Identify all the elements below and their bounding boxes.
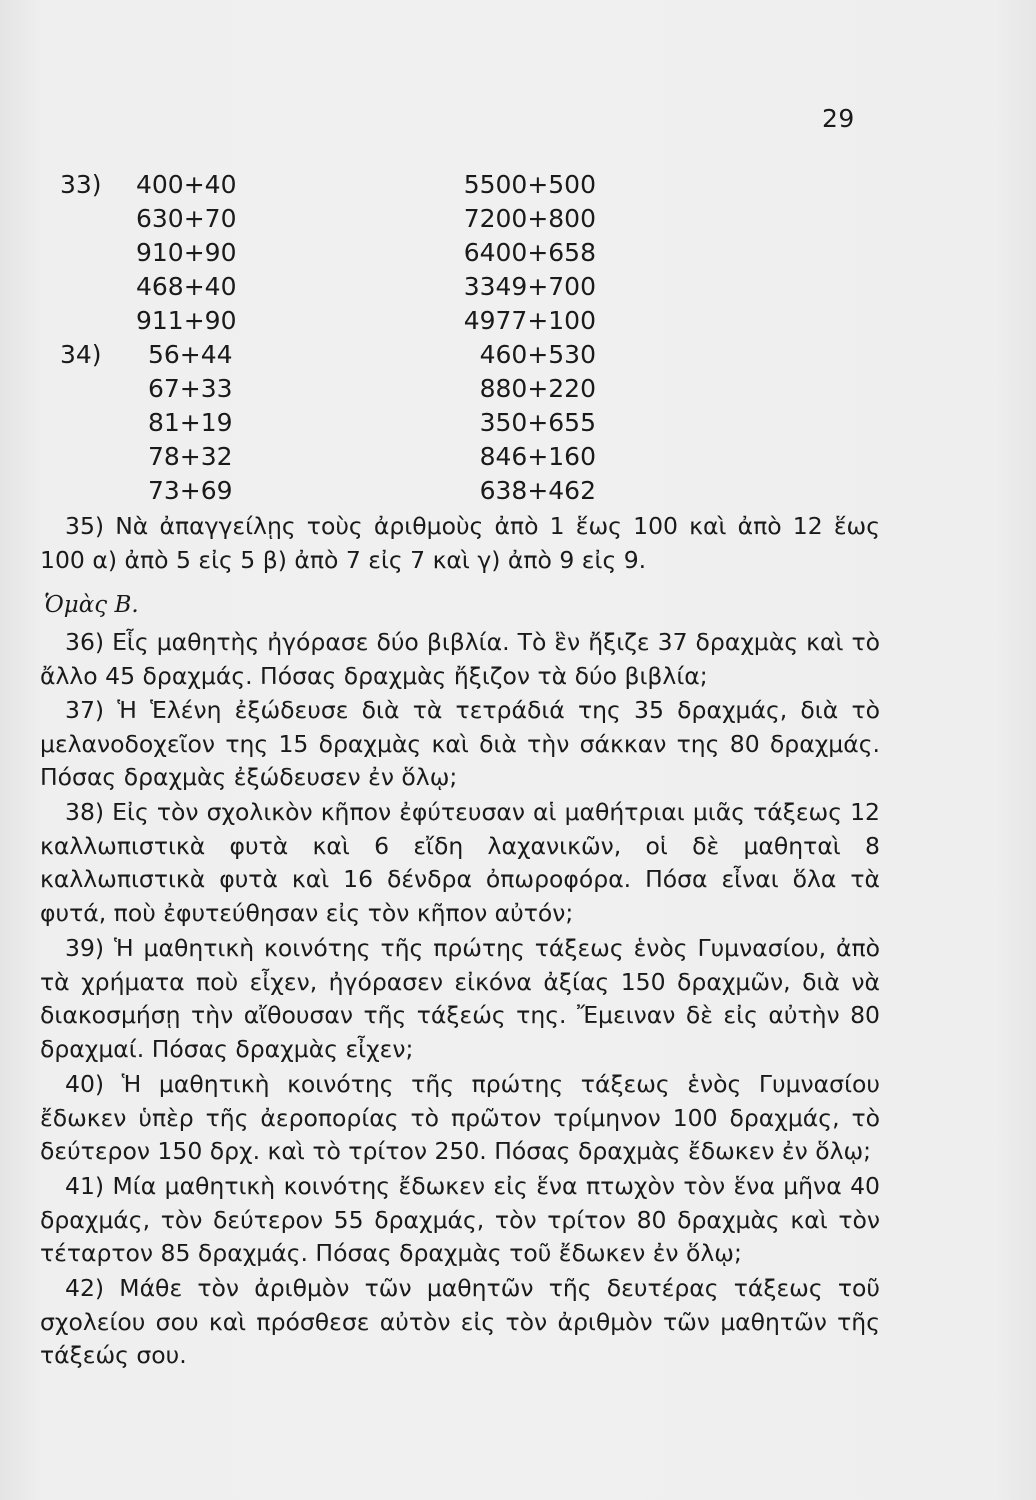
ex34-right-sum: 460+530 bbox=[479, 340, 596, 369]
page-number: 29 bbox=[822, 104, 855, 133]
exercise-41: 41) Μία μαθητικὴ κοινότης ἔδωκεν εἰς ἕνα πτωχὸν τὸν ἕνα μῆνα 40 δραχμάς, τὸν δεύτερον 55 δραχμάς, τὸν τρίτον 80 δραχμὰς καὶ τὸν τέταρτον 85 δραχμάς. Πόσας δραχμὰς τοῦ ἔδωκεν ἐν ὅλῳ; bbox=[40, 1172, 880, 1268]
exercise-42: 42) Μάθε τὸν ἀριθμὸν τῶν μαθητῶν τῆς δευτέρας τάξεως τοῦ σχολείου σου καὶ πρόσθεσε αὐτὸν εἰς τὸν ἀριθμὸν τῶν μαθητῶν τῆς τάξεώς σου. bbox=[40, 1274, 880, 1370]
ex33-right-sum: 6400+658 bbox=[463, 238, 596, 267]
ex33-right-sum: 7200+800 bbox=[463, 204, 596, 233]
ex34-right-sum: 846+160 bbox=[479, 442, 596, 471]
ex33-right-sum: 4977+100 bbox=[463, 306, 596, 335]
exercise-39: 39) Ἡ μαθητικὴ κοινότης τῆς πρώτης τάξεως ἑνὸς Γυμνασίου, ἀπὸ τὰ χρήματα ποὺ εἶχεν, ἠγόρασεν εἰκόνα ἀξίας 150 δραχμῶν, διὰ νὰ διακοσμήσῃ τὴν αἴθουσαν τῆς τάξεώς της. Ἔμειναν δὲ εἰς αὐτὴν 80 δραχμαί. Πόσας δραχμὰς εἶχεν; bbox=[40, 934, 880, 1063]
exercise-35: 35) Νὰ ἀπαγγείλῃς τοὺς ἀριθμοὺς ἀπὸ 1 ἕως 100 καὶ ἀπὸ 12 ἕως 100 α) ἀπὸ 5 εἰς 5 β) ἀπὸ 7 εἰς 7 καὶ γ) ἀπὸ 9 εἰς 9. bbox=[40, 512, 880, 574]
ex33-left-sum: 468+40 bbox=[136, 272, 237, 301]
ex33-right-sum: 3349+700 bbox=[463, 272, 596, 301]
exercise-37: 37) Ἡ Ἑλένη ἐξώδευσε διὰ τὰ τετράδιά της 35 δραχμάς, διὰ τὸ μελανοδοχεῖον της 15 δραχμὰς καὶ διὰ τὴν σάκκαν της 80 δραχμάς. Πόσας δραχμὰς ἐξώδευσεν ἐν ὅλῳ; bbox=[40, 696, 880, 792]
ex34-left-sum: 56+44 bbox=[148, 340, 233, 369]
ex34-left-sum: 67+33 bbox=[148, 374, 233, 403]
ex33-left-sum: 400+40 bbox=[136, 170, 237, 199]
ex33-left-sum: 630+70 bbox=[136, 204, 237, 233]
ex33-left-sum: 911+90 bbox=[136, 306, 237, 335]
exercise-34-label: 34) bbox=[60, 340, 102, 369]
ex34-right-sum: 638+462 bbox=[479, 476, 596, 505]
exercise-40: 40) Ἡ μαθητικὴ κοινότης τῆς πρώτης τάξεως ἑνὸς Γυμνασίου ἔδωκεν ὑπὲρ τῆς ἀεροπορίας τὸ πρῶτον τρίμηνον 100 δραχμάς, τὸ δεύτερον 150 δρχ. καὶ τὸ τρίτον 250. Πόσας δραχμὰς ἔδωκεν ἐν ὅλῳ; bbox=[40, 1070, 880, 1166]
ex33-right-sum: 5500+500 bbox=[463, 170, 596, 199]
ex33-left-sum: 910+90 bbox=[136, 238, 237, 267]
exercise-36: 36) Εἷς μαθητὴς ἠγόρασε δύο βιβλία. Τὸ ἓν ἤξιζε 37 δραχμὰς καὶ τὸ ἄλλο 45 δραχμάς. Πόσας δραχμὰς ἤξιζον τὰ δύο βιβλία; bbox=[40, 628, 880, 690]
exercise-38: 38) Εἰς τὸν σχολικὸν κῆπον ἐφύτευσαν αἱ μαθήτριαι μιᾶς τάξεως 12 καλλωπιστικὰ φυτὰ καὶ 6 εἴδη λαχανικῶν, οἱ δὲ μαθηταὶ 8 καλλωπιστικὰ φυτὰ καὶ 16 δένδρα ὀπωροφόρα. Πόσα εἶναι ὅλα τὰ φυτά, ποὺ ἐφυτεύθησαν εἰς τὸν κῆπον αὐτόν; bbox=[40, 798, 880, 927]
group-title: Ὁμὰς Β. bbox=[44, 592, 139, 618]
ex34-left-sum: 78+32 bbox=[148, 442, 233, 471]
ex34-left-sum: 73+69 bbox=[148, 476, 233, 505]
exercise-33-label: 33) bbox=[60, 170, 102, 199]
ex34-left-sum: 81+19 bbox=[148, 408, 233, 437]
ex34-right-sum: 880+220 bbox=[479, 374, 596, 403]
ex34-right-sum: 350+655 bbox=[479, 408, 596, 437]
